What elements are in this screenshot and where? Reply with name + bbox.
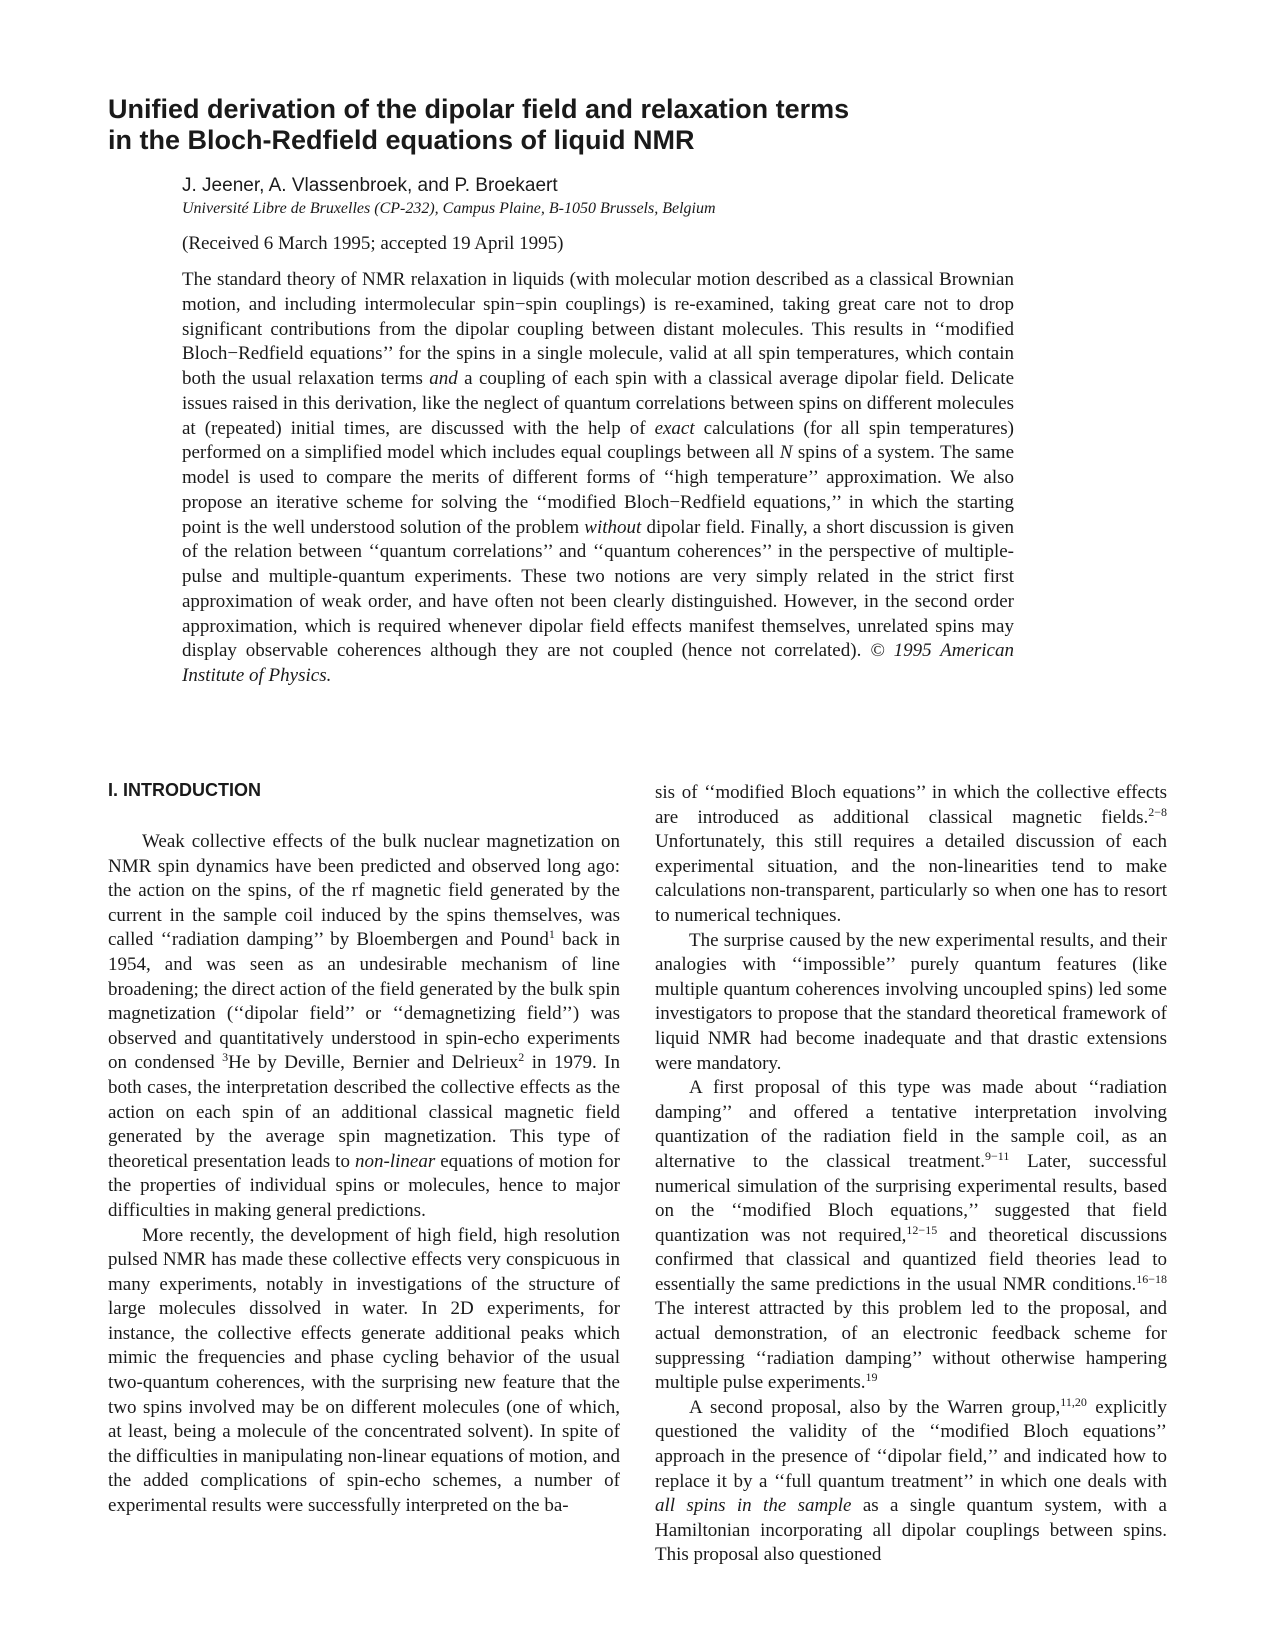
text-run: and theoretical discussions confirmed that classical and quantized field theories lead to essentially the same predictions in the usual NMR conditions. <box>655 1224 1167 1295</box>
right-column <box>655 781 1167 1568</box>
text-run: A second proposal, also by the Warren group, <box>689 1396 1061 1418</box>
intro-paragraph-2: More recently, the development of high field, high resolution pulsed NMR has made these collective effects very conspicuous in many experiments, notably in investigations of the structure of large molecules dissolved in water. In 2D experiments, for instance, the collective effects generate additional peaks which mimic the frequencies and phase cycling behavior of the usual two-quantum coherences, with the surprising new feature that the two spins involved may be on different molecules (one of which, at least, being a molecule of the concentrated solvent). In spite of the difficulties in manipulating non-linear equations of motion, and the added complications of spin-echo schemes, a number of experimental results were successfully interpreted on the ba- <box>108 1224 620 1517</box>
text-run: sis of ‘‘modified Bloch equations’’ in which the collective effects are introduced as additional classical magnetic fields. <box>655 782 1167 828</box>
citation-ref: 11,20 <box>1060 1394 1087 1409</box>
text-run: Later, successful numerical simulation of the surprising experimental results, based on the ‘‘modified Bloch equations,’’ suggested that field quantization was not required, <box>655 1150 1167 1246</box>
title-line-2: in the Bloch-Redfield equations of liquid NMR <box>108 125 695 155</box>
article-title <box>108 94 1008 156</box>
isotope-mass-number: 3 <box>222 1050 229 1065</box>
abstract-text-5: dipolar field. Finally, a short discussion is given of the relation between ‘‘quantum correlations’’ and ‘‘quantum coherences’’ in the perspective of multiple-pulse and multiple-quantum experiments. These two notions are very simply related in the strict first approximation of weak order, and have often not been clearly distinguished. However, in the second order approximation, which is required whenever dipolar field effects manifest themselves, unrelated spins may display observable coherences although they are not coupled (hence not correlated). <box>182 516 1014 662</box>
text-run: equations of motion for the properties of individual spins or molecules, hence to major difficulties in making general predictions. <box>108 1150 620 1221</box>
intro-paragraph-4 <box>655 1076 1167 1396</box>
citation-ref: 1 <box>548 927 555 942</box>
intro-paragraph-3: The surprise caused by the new experimental results, and their analogies with ‘‘impossible’’ purely quantum features (like multiple quantum coherences involving uncoupled spins) led some investigators to propose that the standard theoretical framework of liquid NMR had become inadequate and that drastic extensions were mandatory. <box>655 929 1167 1074</box>
text-run: in 1979. In both cases, the interpretation described the collective effects as the action on each spin of an additional classical magnetic field generated by the average spin magnetization. This type of theoretical presentation leads to <box>108 1052 620 1172</box>
received-dates: (Received 6 March 1995; accepted 19 April 1995) <box>182 233 564 254</box>
abstract-text-4: spins of a system. The same model is used to compare the merits of different forms of ‘‘high temperature’’ approximation. We also propose an iterative scheme for solving the ‘‘modified Bloch−Redfield equations,’’ in which the starting point is the well understood solution of the problem <box>182 442 1014 538</box>
citation-ref: 16−18 <box>1136 1271 1167 1286</box>
citation-ref: 2−8 <box>1148 804 1167 819</box>
citation-ref: 9−11 <box>985 1148 1010 1163</box>
text-run: Unfortunately, this still requires a detailed discussion of each experimental situation, and the non-linearities tend to make calculations non-transparent, particularly so when one has to resort to numerical techniques. <box>655 831 1167 926</box>
emphasis-all-spins: all spins in the sample <box>655 1495 852 1517</box>
abstract-text-1: The standard theory of NMR relaxation in liquids (with molecular motion described as a classical Brownian motion, and including intermolecular spin−spin couplings) is re-examined, taking great care not to drop significant contributions from the dipolar coupling between distant molecules. This results in ‘‘modified Bloch−Redfield equations’’ for the spins in a single molecule, valid at all spin temperatures, which contain both the usual relaxation terms <box>182 269 1014 389</box>
title-line-1: Unified derivation of the dipolar field and relaxation terms <box>108 94 850 124</box>
text-run: as a single quantum system, with a Hamiltonian incorporating all dipolar couplings between spins. This proposal also questioned <box>655 1495 1167 1566</box>
left-column <box>108 830 620 1519</box>
abstract-text-3: calculations (for all spin temperatures) performed on a simplified model which includes equal couplings between all <box>182 417 1014 464</box>
text-run: The interest attracted by this problem led to the proposal, and actual demonstration, of an electronic feedback scheme for suppressing ‘‘radiation damping’’ without otherwise hampering multiple pulse experiments. <box>655 1298 1167 1394</box>
author-list: J. Jeener, A. Vlassenbroek, and P. Broekaert <box>182 175 558 196</box>
abstract-emphasis-exact: exact <box>654 417 695 439</box>
citation-ref: 2 <box>518 1050 525 1065</box>
citation-ref: 19 <box>865 1370 878 1385</box>
intro-paragraph-2-continued <box>655 781 1167 929</box>
section-heading-introduction: I. INTRODUCTION <box>108 780 261 800</box>
text-run: back in 1954, and was seen as an undesirable mechanism of line broadening; the direct action of the field generated by the bulk spin magnetization (‘‘dipolar field’’ or ‘‘demagnetizing field’’) was observed and quantitatively understood in spin-echo experiments on condensed <box>108 929 620 1074</box>
abstract-emphasis-n: N <box>779 442 793 464</box>
text-run: explicitly questioned the validity of the ‘‘modified Bloch equations’’ approach in the presence of ‘‘dipolar field,’’ and indicated how to replace it by a ‘‘full quantum treatment’’ in which one deals with <box>655 1396 1167 1492</box>
text-run: He by Deville, Bernier and Delrieux <box>228 1052 519 1074</box>
intro-paragraph-5 <box>655 1396 1167 1568</box>
abstract-emphasis-without: without <box>584 516 642 538</box>
emphasis-non-linear: non-linear <box>355 1150 436 1172</box>
text-run: Weak collective effects of the bulk nuclear magnetization on NMR spin dynamics have been predicted and observed long ago: the action on the spins, of the rf magnetic field generated by the current in the sample coil induced by the spins themselves, was called ‘‘radiation damping’’ by Bloembergen and Pound <box>108 831 620 951</box>
abstract <box>182 268 1014 689</box>
abstract-text-2: a coupling of each spin with a classical average dipolar field. Delicate issues raised in this derivation, like the neglect of quantum correlations between spins on different molecules at (repeated) initial times, are discussed with the help of <box>182 368 1014 439</box>
abstract-emphasis-and: and <box>429 368 458 389</box>
intro-paragraph-1 <box>108 830 620 1224</box>
affiliation: Université Libre de Bruxelles (CP-232), Campus Plaine, B-1050 Brussels, Belgium <box>182 200 716 217</box>
copyright-notice: © 1995 American Institute of Physics. <box>182 640 1014 686</box>
text-run: A first proposal of this type was made about ‘‘radiation damping’’ and offered a tentative interpretation involving quantization of the radiation field in the sample coil, as an alternative to the classical treatment. <box>655 1077 1167 1172</box>
citation-ref: 12−15 <box>906 1222 938 1237</box>
